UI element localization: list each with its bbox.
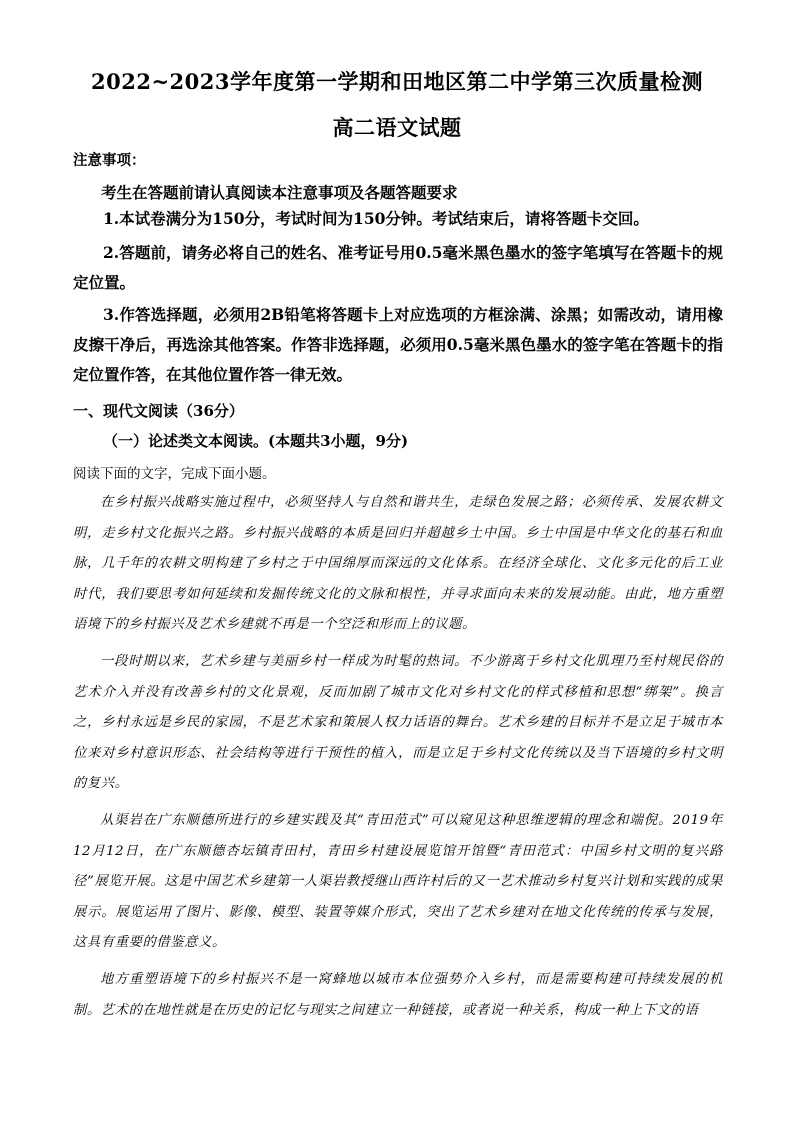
exam-subtitle: 高二语文试题 xyxy=(332,115,462,140)
reading-instruction: 阅读下面的文字，完成下面小题。 xyxy=(73,466,276,482)
section-heading: 一、现代文阅读（36分） xyxy=(73,402,244,420)
passage-paragraph-1: 在乡村振兴战略实施过程中，必须坚持人与自然和谐共生，走绿色发展之路；必须传承、发展农耕文明，走乡村文化振兴之路。乡村振兴战略的本质是回归并超越乡土中国。乡土中国是中华文化的基石和血脉，几千年的农耕文明构建了乡村之于中国绵厚而深远的文化体系。在经济全球化、文化多元化的后工业时代，我们要思考如何延续和发掘传统文化的文脉和根性，并寻求面向未来的发展动能。由此，地方重塑语境下的乡村振兴及艺术乡建就不再是一个空泛和形而上的议题。 xyxy=(73,495,723,633)
notice-item-2: 2.答题前，请务必将自己的姓名、准考证号用0.5毫米黑色墨水的签字笔填写在答题卡的规定位置。 xyxy=(73,243,723,292)
passage-paragraph-3: 从渠岩在广东顺德所进行的乡建实践及其“青田范式”可以窥见这种思维逻辑的理念和端倪。2019年12月12日，在广东顺德杏坛镇青田村，青田乡村建设展览馆开馆暨“青田范式：中国乡村文明的复兴路径”展览开展。这是中国艺术乡建第一人渠岩教授继山西许村后的又一艺术推动乡村复兴计划和实践的成果展示。展览运用了图片、影像、模型、装置等媒介形式，突出了艺术乡建对在地文化传统的传承与发展，这具有重要的借鉴意义。 xyxy=(73,813,723,951)
notice-item-3: 3.作答选择题，必须用2B铅笔将答题卡上对应选项的方框涂满、涂黑；如需改动，请用橡皮擦干净后，再选涂其他答案。作答非选择题，必须用0.5毫米黑色墨水的签字笔在答题卡的指定位置作答，在其他位置作答一律无效。 xyxy=(73,305,723,384)
passage-paragraph-4: 地方重塑语境下的乡村振兴不是一窝蜂地以城市本位强势介入乡村，而是需要构建可持续发展的机制。艺术的在地性就是在历史的记忆与现实之间建立一种链接，或者说一种关系，构成一种上下文的语 xyxy=(73,972,723,1018)
subsection-heading: （一）论述类文本阅读。(本题共3小题，9分) xyxy=(103,432,409,450)
notice-item-1: 1.本试卷满分为150分，考试时间为150分钟。考试结束后，请将答题卡交回。 xyxy=(103,209,649,228)
notice-heading: 注意事项： xyxy=(73,152,146,169)
exam-title: 2022~2023学年度第一学期和田地区第二中学第三次质量检测 xyxy=(91,69,703,94)
passage-paragraph-2: 一段时期以来，艺术乡建与美丽乡村一样成为时髦的热词。不少游离于乡村文化肌理乃至村规民俗的艺术介入并没有改善乡村的文化景观，反而加剧了城市文化对乡村文化的样式移植和思想“绑架”。换言之，乡村永远是乡民的家园，不是艺术家和策展人权力话语的舞台。艺术乡建的目标并不是立足于城市本位来对乡村意识形态、社会结构等进行干预性的植入，而是立足于乡村文化传统以及当下语境的乡村文明的复兴。 xyxy=(73,654,723,792)
notice-intro: 考生在答题前请认真阅读本注意事项及各题答题要求 xyxy=(101,183,458,202)
